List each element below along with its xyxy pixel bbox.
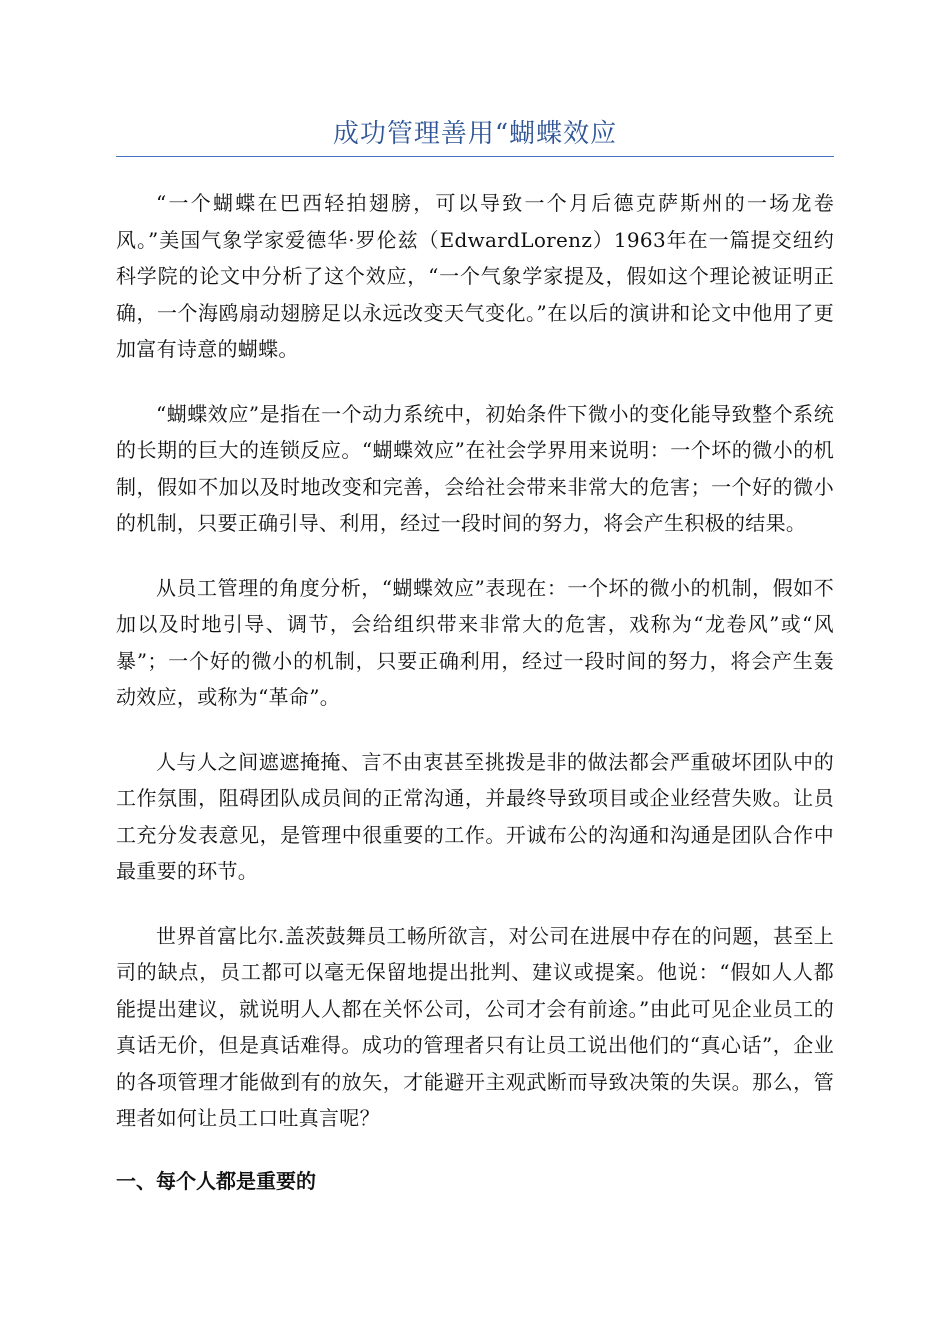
paragraph-3: 从员工管理的角度分析，“蝴蝶效应”表现在：一个坏的微小的机制，假如不加以及时地引导、调节，会给组织带来非常大的危害，戏称为“龙卷风”或“风暴”；一个好的微小的机制，只要正确利用，经过一段时间的努力，将会产生轰动效应，或称为“革命”。 <box>116 575 834 709</box>
document-title: 成功管理善用“蝴蝶效应 <box>332 119 618 149</box>
paragraph-4: 人与人之间遮遮掩掩、言不由衷甚至挑拨是非的做法都会严重破坏团队中的工作氛围，阻碍团队成员间的正常沟通，并最终导致项目或企业经营失败。让员工充分发表意见，是管理中很重要的工作。开诚布公的沟通和沟通是团队合作中最重要的环节。 <box>116 749 834 883</box>
paragraph-2: “蝴蝶效应”是指在一个动力系统中，初始条件下微小的变化能导致整个系统的长期的巨大的连锁反应。“蝴蝶效应”在社会学界用来说明：一个坏的微小的机制，假如不加以及时地改变和完善，会给社会带来非常大的危害；一个好的微小的机制，只要正确引导、利用，经过一段时间的努力，将会产生积极的结果。 <box>116 401 834 535</box>
document-page <box>116 0 834 1199</box>
paragraph-1: “一个蝴蝶在巴西轻拍翅膀，可以导致一个月后德克萨斯州的一场龙卷风。”美国气象学家爱德华·罗伦兹（EdwardLorenz）1963年在一篇提交纽约科学院的论文中分析了这个效应，“一个气象学家提及，假如这个理论被证明正确，一个海鸥扇动翅膀足以永远改变天气变化。”在以后的演讲和论文中他用了更加富有诗意的蝴蝶。 <box>116 191 834 361</box>
paragraph-5: 世界首富比尔.盖茨鼓舞员工畅所欲言，对公司在进展中存在的问题，甚至上司的缺点，员工都可以毫无保留地提出批判、建议或提案。他说：“假如人人都能提出建议，就说明人人都在关怀公司，公司才会有前途。”由此可见企业员工的真话无价，但是真话难得。成功的管理者只有让员工说出他们的“真心话”，企业的各项管理才能做到有的放矢，才能避开主观武断而导致决策的失误。那么，管理者如何让员工口吐真言呢？ <box>116 923 834 1130</box>
section-heading: 一、每个人都是重要的 <box>116 1168 316 1193</box>
title-underline <box>116 156 834 157</box>
